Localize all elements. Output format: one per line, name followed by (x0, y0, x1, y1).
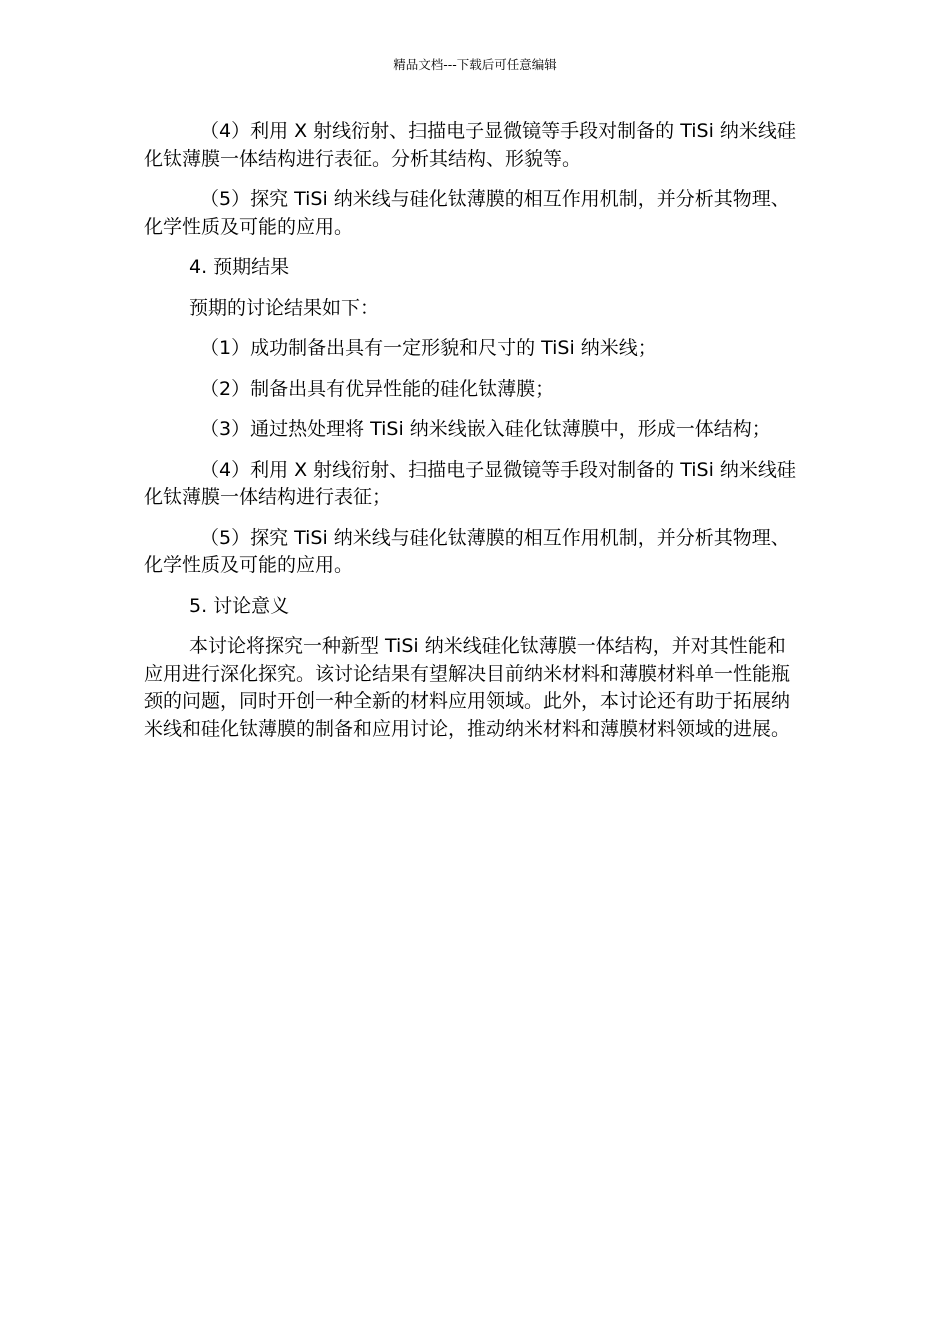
method-step-4: （4）利用 X 射线衍射、扫描电子显微镜等手段对制备的 TiSi 纳米线硅化钛薄膜一体结构进行表征。分析其结构、形貌等。 (144, 120, 796, 170)
result-item-3: （3）通过热处理将 TiSi 纳米线嵌入硅化钛薄膜中，形成一体结构； (200, 418, 771, 440)
section-heading-significance: 5. 讨论意义 (189, 594, 290, 617)
significance-paragraph: 本讨论将探究一种新型 TiSi 纳米线硅化钛薄膜一体结构，并对其性能和应用进行深化探究。该讨论结果有望解决目前纳米材料和薄膜材料单一性能瓶颈的问题，同时开创一种全新的材料应用领域。此外，本讨论还有助于拓展纳米线和硅化钛薄膜的制备和应用讨论，推动纳米材料和薄膜材料领域的进展。 (144, 635, 791, 740)
result-item-5: （5）探究 TiSi 纳米线与硅化钛薄膜的相互作用机制，并分析其物理、化学性质及可能的应用。 (144, 526, 790, 576)
method-step-5: （5）探究 TiSi 纳米线与硅化钛薄膜的相互作用机制，并分析其物理、化学性质及可能的应用。 (144, 188, 790, 238)
section-heading-expected-results: 4. 预期结果 (189, 256, 290, 278)
result-item-4: （4）利用 X 射线衍射、扫描电子显微镜等手段对制备的 TiSi 纳米线硅化钛薄膜一体结构进行表征； (144, 458, 796, 508)
document-body (144, 118, 804, 743)
result-item-1: （1）成功制备出具有一定形貌和尺寸的 TiSi 纳米线； (200, 337, 657, 359)
result-item-2: （2）制备出具有优异性能的硅化钛薄膜； (200, 377, 555, 400)
page-header: 精品文档---下载后可任意编辑 (393, 57, 557, 72)
expected-results-intro: 预期的讨论结果如下： (189, 296, 380, 319)
